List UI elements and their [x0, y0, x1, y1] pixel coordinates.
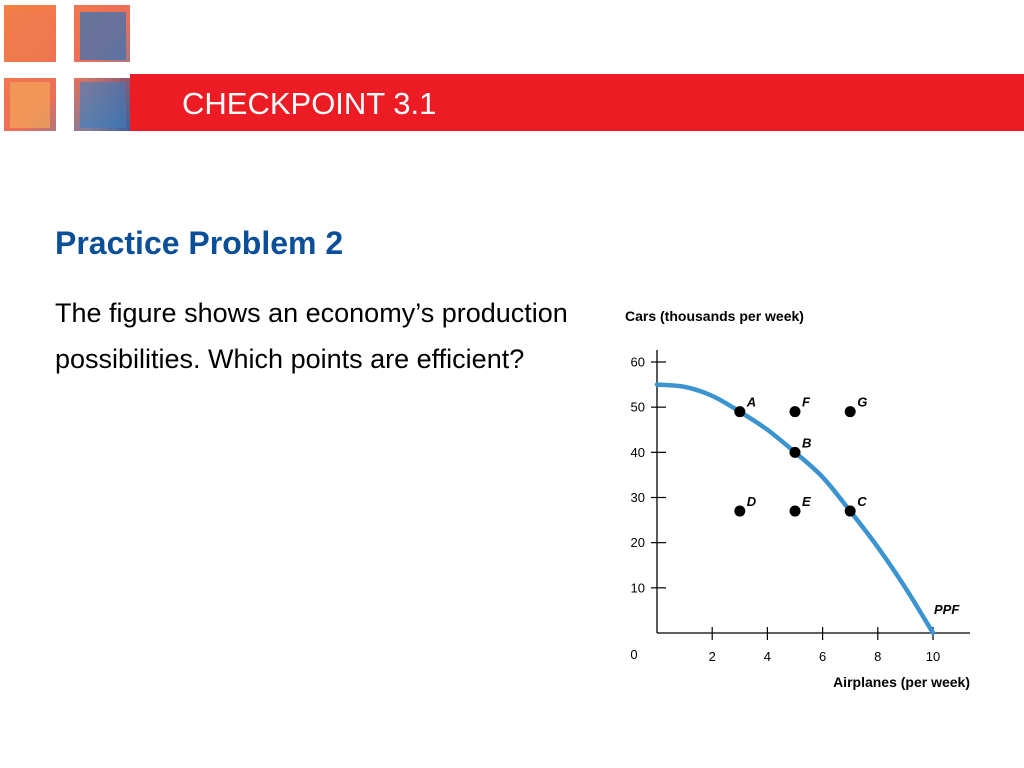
- point-e: [790, 506, 801, 517]
- x-tick-label: 2: [708, 649, 716, 664]
- problem-text: The figure shows an economy’s production possibilities. Which points are efficient?: [55, 298, 568, 374]
- chart-ticks: [651, 362, 933, 640]
- origin-label: 0: [630, 647, 638, 662]
- y-tick-label: 30: [630, 490, 645, 505]
- y-tick-label: 40: [630, 444, 645, 460]
- y-tick-label: 20: [630, 535, 645, 551]
- point-label-b: B: [802, 435, 812, 451]
- point-c: [845, 506, 856, 517]
- point-a: [734, 406, 745, 417]
- point-g: [845, 406, 856, 417]
- y-tick-label: 60: [630, 354, 645, 370]
- page-title: CHECKPOINT 3.1: [182, 86, 437, 121]
- point-label-a: A: [746, 394, 757, 410]
- x-tick-label: 4: [763, 649, 772, 664]
- point-b: [790, 447, 801, 458]
- point-label-d: D: [746, 494, 757, 510]
- y-tick-label: 50: [630, 399, 645, 415]
- x-tick-label: 6: [818, 649, 827, 664]
- x-tick-label: 8: [874, 649, 882, 664]
- ppf-curve-label: PPF: [934, 602, 960, 617]
- y-tick-label: 10: [630, 580, 645, 596]
- point-label-c: C: [857, 494, 867, 510]
- point-d: [734, 506, 745, 517]
- y-axis-title: Cars (thousands per week): [625, 308, 804, 324]
- problem-title: Practice Problem 2: [55, 225, 344, 261]
- point-label-f: F: [802, 394, 810, 410]
- point-label-g: G: [857, 394, 868, 410]
- point-f: [790, 406, 801, 417]
- x-axis-title: Airplanes (per week): [833, 674, 970, 690]
- point-label-e: E: [802, 494, 811, 510]
- x-tick-label: 10: [925, 649, 941, 664]
